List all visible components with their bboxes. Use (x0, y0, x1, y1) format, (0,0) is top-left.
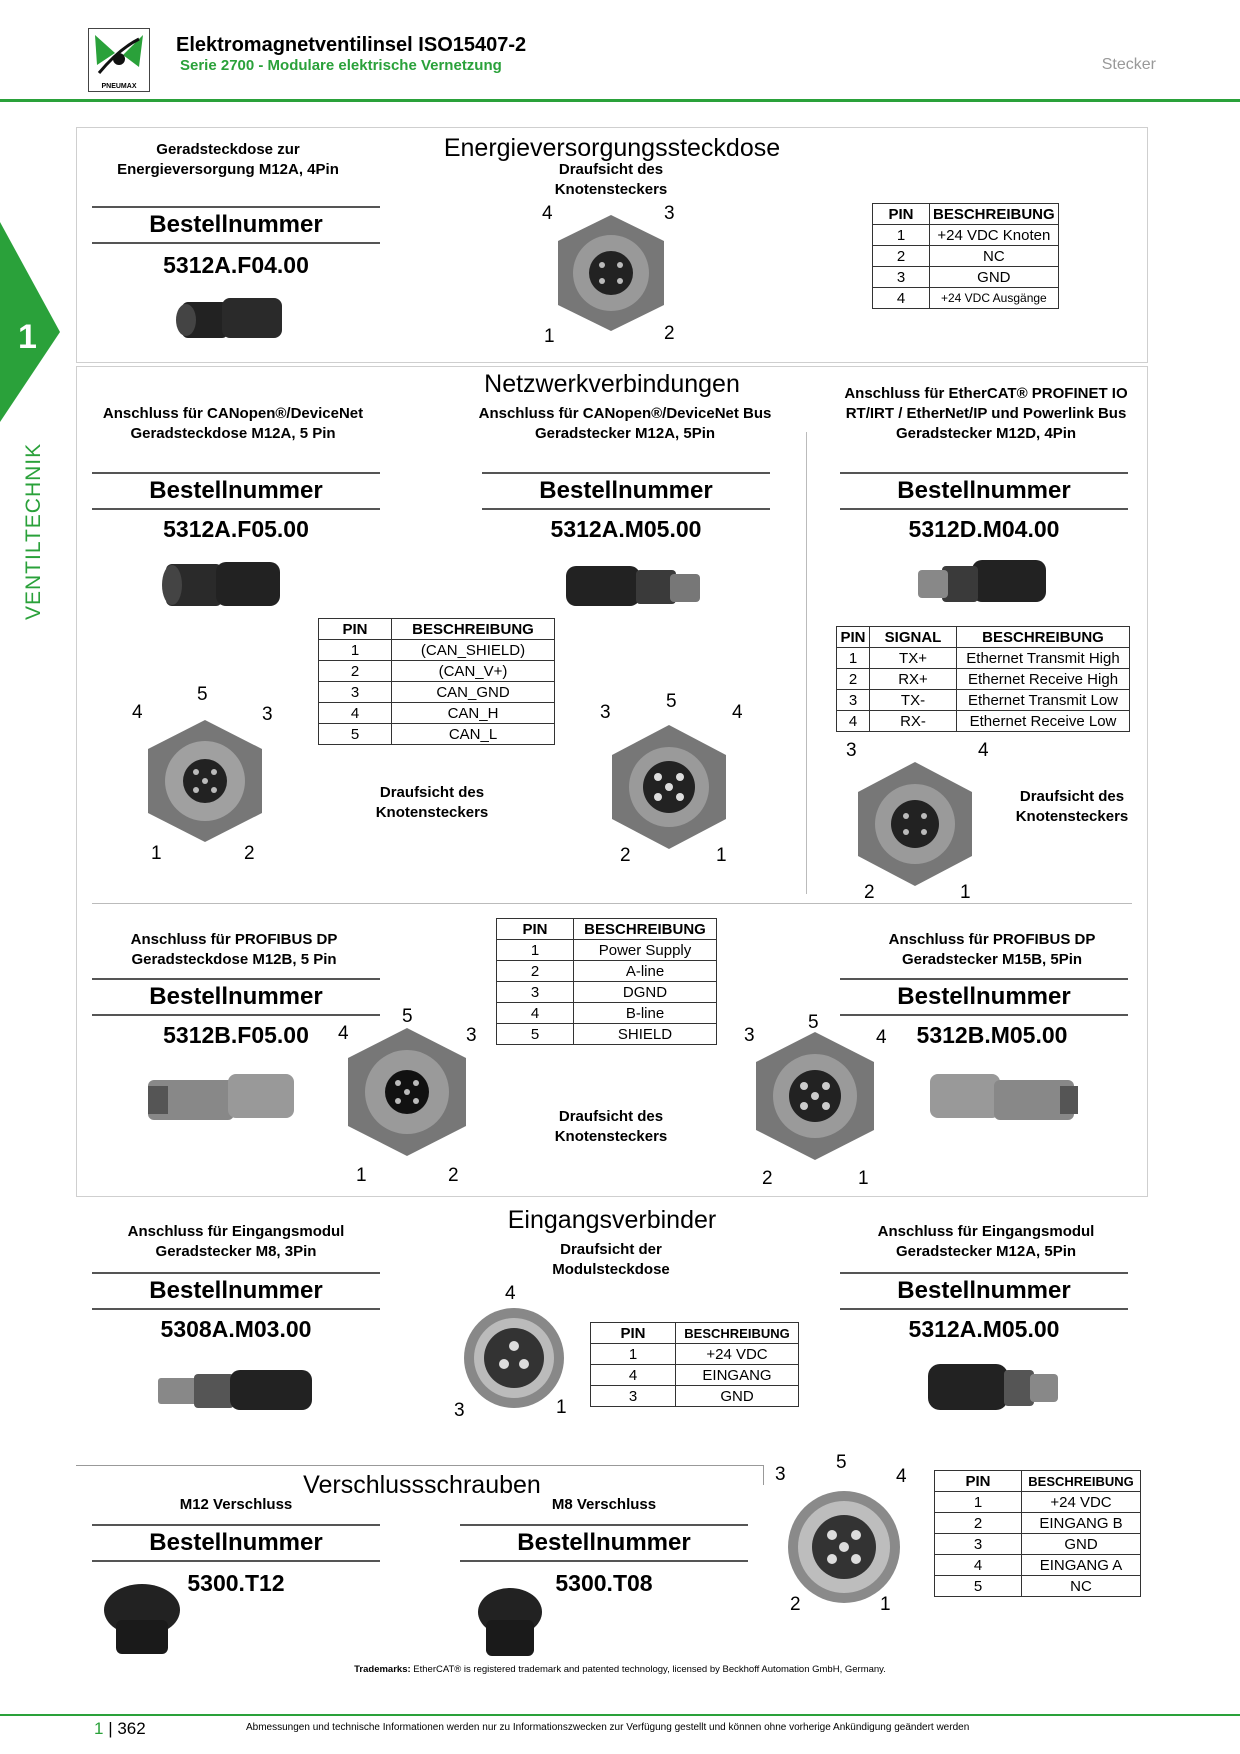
canopen-f-pin2: 2 (244, 843, 255, 864)
canopen-f-name: Anschluss für CANopen®/DeviceNet Geradsteckdose M12A, 5 Pin (102, 405, 364, 442)
profibus-view-label: Draufsicht des Knotensteckers (554, 1108, 668, 1145)
input-title: Eingangsverbinder (507, 1206, 717, 1234)
canopen-m-part-number: 5312A.M05.00 (550, 516, 702, 542)
input-m12-pin2: 2 (790, 1594, 801, 1615)
ethercat-pin-table: PIN SIGNAL BESCHREIBUNG 1 TX+ Ethernet Transmit High 2 RX+ Ethernet Receive High 3 TX- Ethernet Transmit Low 4 RX- Ethernet Receive Low (836, 626, 1130, 732)
profibus-f-pin-diagram (340, 1016, 474, 1171)
canopen-view-label: Draufsicht des Knotensteckers (375, 784, 489, 821)
profibus-m-pin3: 3 (744, 1025, 755, 1046)
plugs-top-line (76, 1465, 764, 1466)
input-left-part-number: 5308A.M03.00 (160, 1316, 312, 1342)
input-left-connector-image (148, 1362, 318, 1423)
energy-part-number: 5312A.F04.00 (163, 252, 309, 278)
canopen-f-pin4: 4 (132, 702, 143, 723)
plug-m8-order-label: Bestellnummer (460, 1524, 748, 1562)
canopen-m-name: Anschluss für CANopen®/DeviceNet Bus Geradstecker M12A, 5Pin (478, 405, 772, 442)
input-m8-pin-table: PIN BESCHREIBUNG 1 +24 VDC 4 EINGANG 3 GND (590, 1322, 799, 1407)
network-divider-h (92, 903, 1132, 904)
input-m8-pin-diagram (458, 1302, 570, 1419)
profibus-f-pin2: 2 (448, 1165, 459, 1186)
plug-m8-image (472, 1582, 548, 1667)
ethercat-pin4: 4 (978, 740, 989, 761)
canopen-f-order-label: Bestellnummer (92, 472, 380, 510)
plug-m12-part-number: 5300.T12 (187, 1570, 285, 1596)
profibus-f-order-label: Bestellnummer (92, 978, 380, 1016)
ethercat-connector-image (912, 552, 1052, 619)
network-title: Netzwerkverbindungen (484, 370, 740, 398)
input-left-order-label: Bestellnummer (92, 1272, 380, 1310)
profibus-m-pin4: 4 (876, 1027, 887, 1048)
profibus-f-name: Anschluss für PROFIBUS DP Geradsteckdose M12B, 5 Pin (130, 931, 338, 968)
energy-pin4: 4 (542, 203, 553, 224)
input-m12-pin1: 1 (880, 1594, 891, 1615)
canopen-f-part-number: 5312A.F05.00 (163, 516, 309, 542)
profibus-m-pin2: 2 (762, 1168, 773, 1189)
page-subtitle: Serie 2700 - Modulare elektrische Vernetzung (180, 57, 502, 74)
profibus-f-part-number: 5312B.F05.00 (163, 1022, 309, 1048)
header-divider (0, 99, 1240, 102)
plug-m12-name: M12 Verschluss (179, 1496, 293, 1513)
canopen-m-order-label: Bestellnummer (482, 472, 770, 510)
profibus-m-pin-diagram (748, 1022, 882, 1173)
profibus-m-part-number: 5312B.M05.00 (916, 1022, 1068, 1048)
ethercat-pin1: 1 (960, 882, 971, 903)
canopen-m-pin-diagram (604, 715, 734, 860)
profibus-m-connector-image (924, 1064, 1084, 1133)
plug-m12-order-label: Bestellnummer (92, 1524, 380, 1562)
ethercat-order-label: Bestellnummer (840, 472, 1128, 510)
energy-pin1: 1 (544, 326, 555, 347)
input-right-order-label: Bestellnummer (840, 1272, 1128, 1310)
energy-pin-diagram (538, 195, 684, 348)
footer-divider (0, 1714, 1240, 1716)
canopen-f-pin5: 5 (197, 684, 208, 705)
energy-pin3: 3 (664, 203, 675, 224)
canopen-f-pin3: 3 (262, 704, 273, 725)
footer-disclaimer: Abmessungen und technische Informationen werden nur zu Informationszwecken zur Verfügung gestellt und können ohne vorherige Ankündigung geändert werden (246, 1722, 970, 1733)
input-m8-pin1: 1 (556, 1397, 567, 1418)
canopen-pin-table: PIN BESCHREIBUNG 1 (CAN_SHIELD) 2 (CAN_V+) 3 CAN_GND 4 CAN_H 5 CAN_L (318, 618, 555, 745)
energy-connector-image (172, 288, 302, 353)
plugs-title: Verschlussschrauben (303, 1471, 541, 1499)
input-m12-pin-table: PIN BESCHREIBUNG 1 +24 VDC 2 EINGANG B 3 GND 4 EINGANG A 5 NC (934, 1470, 1141, 1597)
energy-product-name: Geradsteckdose zur Energieversorgung M12A, 4Pin (117, 141, 339, 178)
canopen-m-pin1: 1 (716, 845, 727, 866)
profibus-pin-table: PIN BESCHREIBUNG 1 Power Supply 2 A-line 3 DGND 4 B-line 5 SHIELD (496, 918, 717, 1045)
profibus-f-pin1: 1 (356, 1165, 367, 1186)
input-right-name: Anschluss für Eingangsmodul Geradstecker M12A, 5Pin (877, 1223, 1095, 1260)
ethercat-name: Anschluss für EtherCAT® PROFINET IO RT/IRT / EtherNet/IP und Powerlink Bus Geradstecker M12D, 4Pin (844, 385, 1128, 442)
page-title: Elektromagnetventilinsel ISO15407-2 (176, 34, 527, 56)
input-right-part-number: 5312A.M05.00 (908, 1316, 1060, 1342)
ethercat-part-number: 5312D.M04.00 (908, 516, 1060, 542)
input-m8-pin3: 3 (454, 1400, 465, 1421)
profibus-m-order-label: Bestellnummer (840, 978, 1128, 1016)
profibus-f-connector-image (142, 1064, 302, 1133)
canopen-m-pin3: 3 (600, 702, 611, 723)
category-label: Stecker (1101, 56, 1156, 73)
svg-text:PNEUMAX: PNEUMAX (101, 83, 137, 90)
energy-view-label: Draufsicht des Knotensteckers (554, 161, 668, 198)
plug-m12-image (100, 1580, 184, 1665)
input-right-connector-image (922, 1356, 1062, 1425)
input-m12-pin3: 3 (775, 1464, 786, 1485)
profibus-m-pin1: 1 (858, 1168, 869, 1189)
input-m8-pin4: 4 (505, 1283, 516, 1304)
input-m12-pin4: 4 (896, 1466, 907, 1487)
energy-title: Energieversorgungssteckdose (443, 134, 781, 162)
profibus-m-name: Anschluss für PROFIBUS DP Geradstecker M15B, 5Pin (888, 931, 1096, 968)
plug-m8-name: M8 Verschluss (551, 1496, 657, 1513)
energy-pin-table: PIN BESCHREIBUNG 1 +24 VDC Knoten 2 NC 3 GND 4 +24 VDC Ausgänge (872, 203, 1059, 309)
pneumax-logo (88, 28, 150, 92)
canopen-f-connector-image (160, 554, 290, 621)
page-number: 1 | 362 (94, 1719, 146, 1738)
canopen-m-pin2: 2 (620, 845, 631, 866)
energy-order-label: Bestellnummer (92, 206, 380, 244)
canopen-m-pin4: 4 (732, 702, 743, 723)
network-divider-v (806, 432, 807, 894)
canopen-m-connector-image (560, 556, 710, 621)
trademark-note: Trademarks: EtherCAT® is registered trademark and patented technology, licensed by Beckhoff Automation GmbH, Germany. (354, 1664, 886, 1675)
canopen-m-pin5: 5 (666, 691, 677, 712)
canopen-f-pin-diagram (140, 705, 270, 860)
ethercat-pin3: 3 (846, 740, 857, 761)
plugs-side-line (763, 1465, 764, 1485)
chapter-number: 1 (18, 318, 37, 356)
profibus-m-pin5: 5 (808, 1012, 819, 1033)
ethercat-pin-diagram (850, 752, 980, 897)
profibus-f-pin4: 4 (338, 1023, 349, 1044)
chapter-label: VENTILTECHNIK (22, 442, 45, 620)
canopen-f-pin1: 1 (151, 843, 162, 864)
plug-m8-part-number: 5300.T08 (555, 1570, 653, 1596)
profibus-f-pin5: 5 (402, 1006, 413, 1027)
input-m12-pin5: 5 (836, 1452, 847, 1473)
energy-pin2: 2 (664, 323, 675, 344)
input-left-name: Anschluss für Eingangsmodul Geradstecker M8, 3Pin (127, 1223, 345, 1260)
input-view-label: Draufsicht der Modulsteckdose (552, 1241, 670, 1278)
ethercat-view-label: Draufsicht des Knotensteckers (1015, 788, 1129, 825)
ethercat-pin2: 2 (864, 882, 875, 903)
profibus-f-pin3: 3 (466, 1025, 477, 1046)
